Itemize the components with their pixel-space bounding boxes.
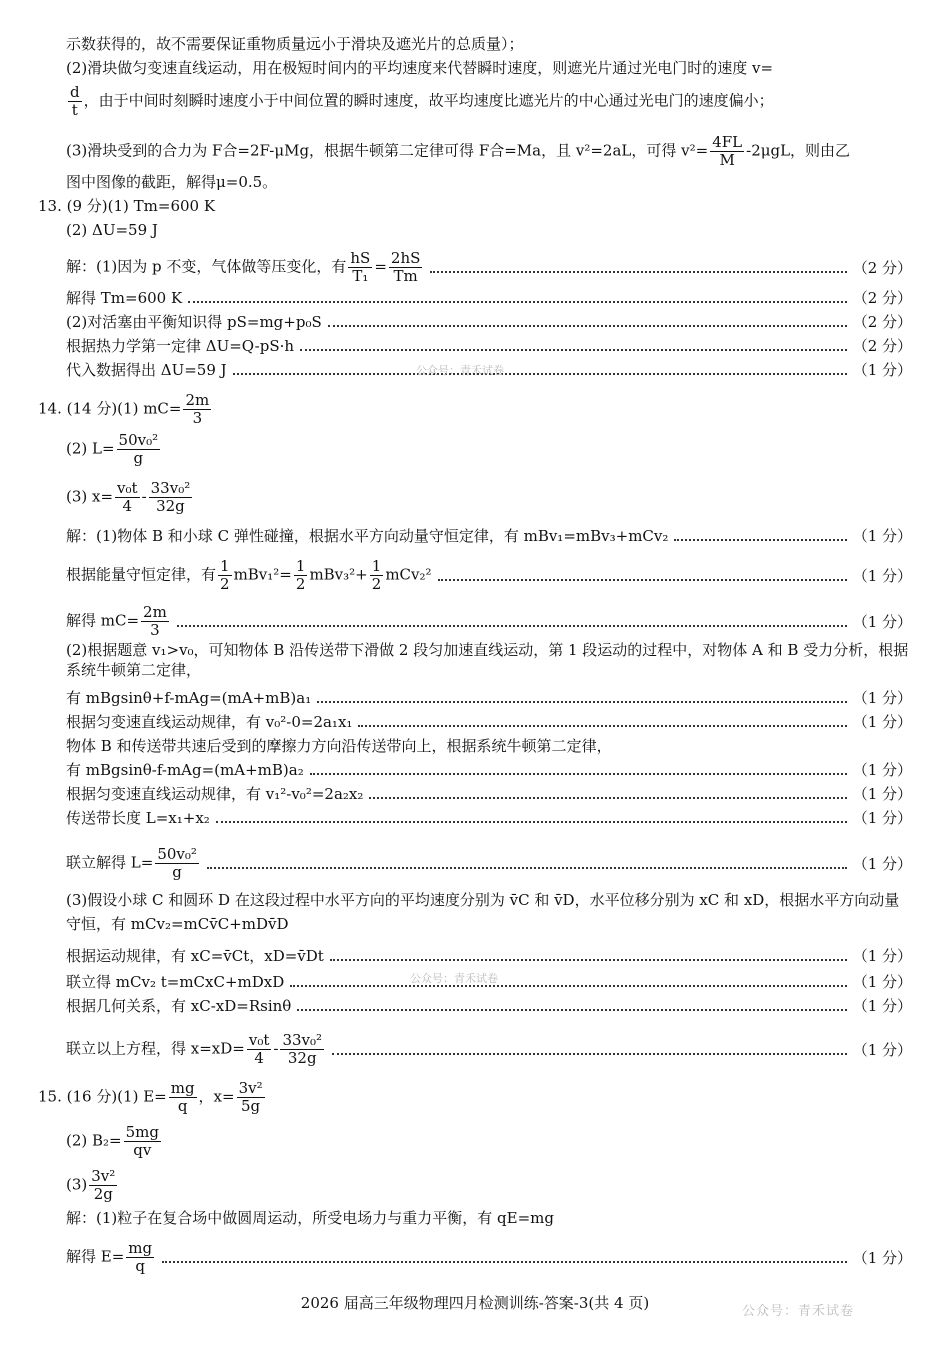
score: （2 分） (852, 289, 912, 307)
solution-line: 联立解得 L= $\frac{\text{50v₀²}}{g}$ （1 分） (66, 845, 912, 881)
fraction: $\frac{2m}{3}$ (143, 603, 167, 639)
text-line: 图中图像的截距，解得μ=0.5。 (66, 173, 278, 191)
score: （2 分） (852, 313, 912, 331)
solution-line: 根据匀变速直线运动规律，有 v₀²-0=2a₁x₁ （1 分） (66, 713, 912, 731)
fraction: $\frac{hS}{\text{T₁}}$ (350, 249, 371, 285)
solution-line: 根据热力学第一定律 ΔU=Q-pS·h （2 分） (66, 337, 912, 355)
fraction: $\frac{\text{3v²}}{5g}$ (238, 1079, 263, 1115)
fraction: $\frac{\text{33v₀²}}{32g}$ (150, 479, 191, 515)
solution-line: 有 mBgsinθ-f-mAg=(mA+mB)a₂ （1 分） (66, 761, 912, 779)
solution-line: 根据运动规律，有 xC=v̄Ct，xD=v̄Dt （1 分） (66, 947, 912, 965)
solution-line: 解得 mC= $\frac{2m}{3}$ （1 分） (66, 603, 912, 639)
score: （1 分） (852, 527, 912, 545)
watermark: 公众号：青禾试卷 (416, 364, 504, 377)
fraction: $\frac{\text{v₀t}}{4}$ (248, 1031, 270, 1067)
score: （1 分） (852, 689, 912, 707)
fraction: $\frac{\text{3v²}}{2g}$ (91, 1167, 116, 1203)
fraction: $\frac{5mg}{qv}$ (125, 1123, 159, 1159)
fraction: $\frac{\text{50v₀²}}{g}$ (118, 431, 159, 467)
text-line: (2)滑块做匀变速直线运动，用在极短时间内的平均速度来代替瞬时速度，则遮光片通过光电门时的速度 v= (66, 59, 774, 77)
fraction: $\frac{2m}{3}$ (185, 391, 210, 427)
text-line: 示数获得的，故不需要保证重物质量远小于滑块及遮光片的总质量）； (66, 35, 524, 53)
solution-line: 解：(1)因为 p 不变，气体做等压变化，有 $\frac{hS}{\text{T₁}}$ = $\frac{2hS}{Tm}$ （2 分） (66, 249, 912, 285)
text-line: (3)滑块受到的合力为 F合=2F-μMg，根据牛顿第二定律可得 F合=Ma，且 v²=2aL，可得 v²= $\frac{4FL}{M}$ -2μgL，则由乙 (66, 133, 851, 169)
solution-line: 传送带长度 L=x₁+x₂ （1 分） (66, 809, 912, 827)
fraction: $\frac{2hS}{Tm}$ (390, 249, 421, 285)
fraction: $\frac{4FL}{M}$ (712, 133, 743, 169)
solution-line: 根据几何关系，有 xC-xD=Rsinθ （1 分） (66, 997, 912, 1015)
q13-answer: (2) ΔU=59 J (66, 221, 158, 239)
score: （1 分） (852, 361, 912, 379)
text-line: $\frac{d}{t}$ ，由于中间时刻瞬时速度小于中间位置的瞬时速度，故平均速度比遮光片的中心通过光电门的速度偏小； (70, 83, 774, 119)
solution-line: 解得 E= $\frac{mg}{q}$ （1 分） (66, 1239, 912, 1275)
score: （1 分） (852, 785, 912, 803)
solution-line: (2)对活塞由平衡知识得 pS=mg+p₀S （2 分） (66, 313, 912, 331)
solution-line: 解：(1)物体 B 和小球 C 弹性碰撞，根据水平方向动量守恒定律，有 mBv₁=mBv₃+mCv₂ （1 分） (66, 527, 912, 545)
fraction: $\frac{mg}{q}$ (170, 1079, 195, 1115)
q15-answer: (3) $\frac{\text{3v²}}{2g}$ (66, 1167, 116, 1203)
score: （2 分） (852, 337, 912, 355)
text-line: (3)假设小球 C 和圆环 D 在这段过程中水平方向的平均速度分别为 v̄C 和 v̄D，水平位移分别为 xC 和 xD，根据水平方向动量守恒，有 mCv₂=mCv̄C+mDv̄D (66, 891, 900, 933)
solution-line: 有 mBgsinθ+f-mAg=(mA+mB)a₁ （1 分） (66, 689, 912, 707)
fraction: $\frac{\text{v₀t}}{4}$ (117, 479, 138, 515)
score: （1 分） (852, 713, 912, 731)
fraction: $\frac{mg}{q}$ (128, 1239, 153, 1275)
score: （1 分） (852, 566, 912, 585)
q14-answer: 14. (14 分)(1) mC= $\frac{2m}{3}$ (38, 391, 210, 427)
fraction: $\frac{d}{t}$ (70, 83, 80, 119)
solution-line: 根据能量守恒定律，有 $\frac{1}{2}$ mBv₁²= $\frac{1}{2}$ mBv₃²+ $\frac{1}{2}$ mCv₂² （1 分） (66, 557, 912, 593)
solution-line: 根据匀变速直线运动规律，有 v₁²-v₀²=2a₂x₂ （1 分） (66, 785, 912, 803)
score: （2 分） (852, 258, 912, 277)
score: （1 分） (852, 612, 912, 631)
score: （1 分） (852, 761, 912, 779)
text-line: 物体 B 和传送带共速后受到的摩擦力方向沿传送带向上，根据系统牛顿第二定律， (66, 737, 612, 755)
score: （1 分） (852, 973, 912, 991)
fraction: $\frac{1}{2}$ (295, 557, 306, 593)
q15-answer: (2) B₂= $\frac{5mg}{qv}$ (66, 1123, 159, 1159)
q14-answer: (2) L= $\frac{\text{50v₀²}}{g}$ (66, 431, 159, 467)
watermark: 公众号：青禾试卷 (742, 1304, 855, 1319)
score: （1 分） (852, 1248, 912, 1267)
solution-line: 联立以上方程，得 x=xD= $\frac{\text{v₀t}}{4}$ - $\frac{\text{33v₀²}}{32g}$ （1 分） (66, 1031, 912, 1067)
q13-answer: 13. (9 分)(1) Tm=600 K (38, 197, 216, 215)
score: （1 分） (852, 809, 912, 827)
fraction: $\frac{1}{2}$ (220, 557, 230, 593)
q15-answer: 15. (16 分)(1) E= $\frac{mg}{q}$ ，x= $\frac{\text{3v²}}{5g}$ (38, 1079, 263, 1115)
solution-line: 代入数据得出 ΔU=59 J （1 分） (66, 361, 912, 379)
solution-line: 解得 Tm=600 K （2 分） (66, 289, 912, 307)
fraction: $\frac{\text{50v₀²}}{g}$ (157, 845, 197, 881)
text-line: (2)根据题意 v₁>v₀，可知物体 B 沿传送带下滑做 2 段匀加速直线运动，第 1 段运动的过程中，对物体 A 和 B 受力分析，根据系统牛顿第二定律， (66, 641, 909, 679)
watermark: 公众号：青禾试卷 (410, 972, 498, 985)
q14-answer: (3) x= $\frac{\text{v₀t}}{4}$ - $\frac{\text{33v₀²}}{32g}$ (66, 479, 191, 515)
score: （1 分） (852, 1040, 912, 1059)
score: （1 分） (852, 997, 912, 1015)
solution-line: 联立得 mCv₂ t=mCxC+mDxD （1 分） (66, 973, 912, 991)
fraction: $\frac{\text{33v₀²}}{32g}$ (282, 1031, 323, 1067)
page-footer: 2026 届高三年级物理四月检测训练-答案-3(共 4 页) (300, 1294, 650, 1312)
fraction: $\frac{1}{2}$ (371, 557, 382, 593)
score: （1 分） (852, 947, 912, 965)
text-line: 解：(1)粒子在复合场中做圆周运动，所受电场力与重力平衡，有 qE=mg (66, 1209, 554, 1227)
score: （1 分） (852, 854, 912, 873)
